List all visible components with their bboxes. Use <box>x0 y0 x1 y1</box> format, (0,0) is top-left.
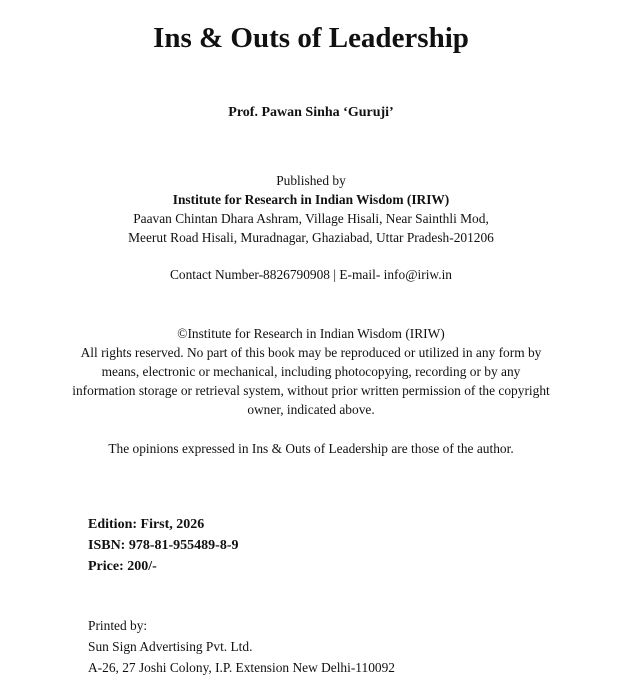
disclaimer: The opinions expressed in Ins & Outs of Leadership are those of the author. <box>108 441 514 456</box>
printer-block <box>88 615 395 678</box>
published-by-label: Published by <box>276 173 346 188</box>
publisher-address-line1: Paavan Chintan Dhara Ashram, Village Hisali, Near Sainthli Mod, <box>133 211 489 226</box>
edition: Edition: First, 2026 <box>88 517 205 532</box>
copyright-line: means, electronic or mechanical, including photocopying, recording or by any <box>101 364 521 379</box>
author-name: Prof. Pawan Sinha ‘Guruji’ <box>228 105 394 120</box>
copyright-holder: ©Institute for Research in Indian Wisdom (IRIW) <box>177 326 445 341</box>
copyright-line: information storage or retrieval system, without prior written permission of the copyright <box>72 383 550 398</box>
printer-address: A-26, 27 Joshi Colony, I.P. Extension New Delhi-110092 <box>88 660 395 675</box>
printer-name: Sun Sign Advertising Pvt. Ltd. <box>88 639 253 654</box>
publisher-block <box>0 171 622 247</box>
price: Price: 200/- <box>88 559 157 574</box>
publisher-contact: Contact Number-8826790908 | E-mail- info@iriw.in <box>169 267 452 282</box>
copyright-line: owner, indicated above. <box>247 402 375 417</box>
book-details <box>88 514 239 577</box>
copyright-line: All rights reserved. No part of this book may be reproduced or utilized in any form by <box>80 345 542 360</box>
book-title: Ins & Outs of Leadership <box>153 22 469 54</box>
printed-by-label: Printed by: <box>88 618 148 633</box>
publisher-name: Institute for Research in Indian Wisdom (IRIW) <box>172 192 450 207</box>
copyright-block <box>0 324 622 419</box>
isbn: ISBN: 978-81-955489-8-9 <box>88 538 239 553</box>
publisher-address-line2: Meerut Road Hisali, Muradnagar, Ghaziabad, Uttar Pradesh-201206 <box>128 230 494 245</box>
